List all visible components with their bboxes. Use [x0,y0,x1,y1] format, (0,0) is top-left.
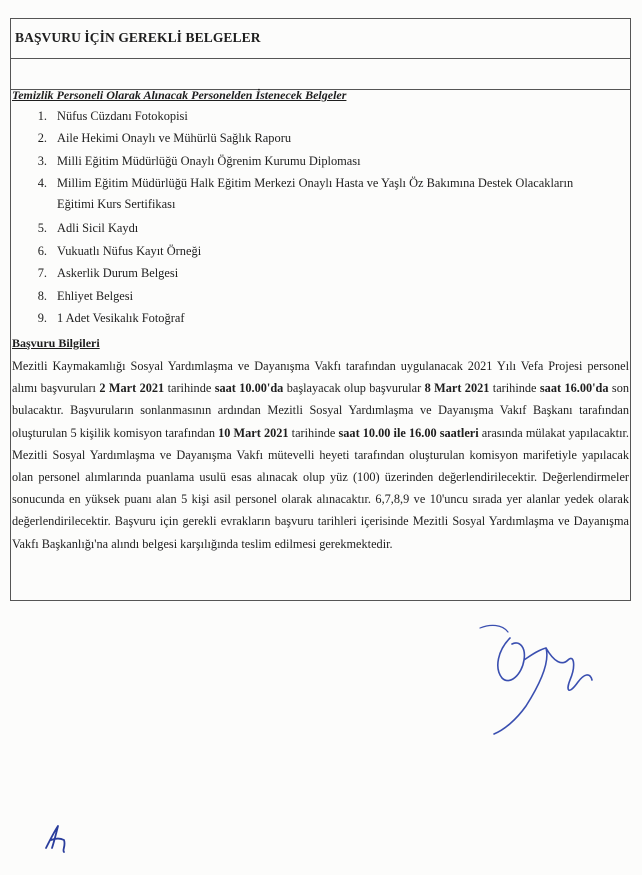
document-frame [10,18,631,601]
paragraph-text: son bulacaktır. Başvuruların sonlanmasının ardından Mezitli Sosyal Yardımlaşma ve Dayanışma Vakıf Başkanı tarafından oluşturulan 5 kişilik komisyon tarafından [12,381,629,440]
application-info-paragraph [12,355,629,555]
item-number: 2. [37,131,47,145]
item-text: Milli Eğitim Müdürlüğü Onaylı Öğrenim Kurumu Diploması [57,154,361,168]
interview-date: 10 Mart 2021 [218,425,289,440]
item-number: 1. [37,109,47,123]
item-number: 6. [37,244,47,258]
item-number: 7. [37,266,47,280]
paragraph-text: tarihinde [288,425,339,440]
date-start: 2 Mart 2021 [99,381,165,396]
item-number: 5. [37,221,47,235]
paragraph-text: Mezitli Kaymakamlığı Sosyal Yardımlaşma ve Dayanışma Vakfı tarafından uygulanacak 2021 Yılı Vefa Projesi personel alımı başvuruları [12,359,629,396]
item-number: 4. [37,176,47,190]
item-number: 3. [37,154,47,168]
item-number: 8. [37,289,47,303]
list-item [31,244,631,266]
section-required-documents [11,89,630,104]
section-title-cleaning-staff: Temizlik Personeli Olarak Alınacak Personelden İstenecek Belgeler [12,88,347,102]
paragraph-text: arasında mülakat yapılacaktır. Mezitli Sosyal Yardımlaşma ve Dayanışma Vakfı mütevelli heyeti tarafından oluşturulan komisyon marifetiyle yapılacak olan personel alımlarında puanlama usulü esas alınacak olup yüz (100) üzerinden değerlendirilecektir. Değerlendirmeler sonucunda en yüksek puanı alan 5 kişi asil personel olarak alınacaktır. 6,7,8,9 ve 10'uncu sırada yer alanlar yedek olarak değerlendirilecektir. Başvuru için gerekli evrakların başvuru tarihleri içerisinde Mezitli Sosyal Yardımlaşma ve Dayanışma Vakfı Başkanlığı'na alındı belgesi karşılığında teslim edilmesi gerekmektedir. [12,425,629,551]
item-text: Ehliyet Belgesi [57,289,134,303]
list-item [31,154,631,176]
item-text: Askerlik Durum Belgesi [57,266,179,280]
section-title-application-info: Başvuru Bilgileri [12,336,100,350]
date-end: 8 Mart 2021 [424,381,490,396]
item-text-continued: Eğitimi Kurs Sertifikası [57,197,176,211]
signature-icon [450,610,630,750]
paragraph-text: başlayacak olup başvurular [283,381,425,396]
item-text: Millim Eğitim Müdürlüğü Halk Eğitim Merkezi Onaylı Hasta ve Yaşlı Öz Bakımına Destek Olacakların [57,176,574,190]
time-end: saat 16.00'da [539,381,609,396]
list-item [31,221,631,244]
list-item [31,289,631,311]
page-title: BAŞVURU İÇİN GEREKLİ BELGELER [15,30,261,45]
list-item [31,131,631,154]
list-item [31,266,631,289]
item-number: 9. [37,311,47,325]
item-text: Adli Sicil Kaydı [57,221,139,235]
initial-mark-icon [42,822,72,854]
paragraph-text: tarihinde [489,381,540,396]
interview-hours: saat 10.00 ile 16.00 saatleri [338,425,479,440]
list-item [31,176,631,221]
item-text: Vukuatlı Nüfus Kayıt Örneği [57,244,202,258]
item-text: Aile Hekimi Onaylı ve Mühürlü Sağlık Raporu [57,131,292,145]
item-text: 1 Adet Vesikalık Fotoğraf [57,311,185,325]
time-start: saat 10.00'da [214,381,284,396]
list-item [31,109,631,131]
item-text: Nüfus Cüzdanı Fotokopisi [57,109,188,123]
heading-box [11,19,630,59]
documents-list [31,109,631,333]
list-item [31,311,631,333]
paragraph-text: tarihinde [164,381,215,396]
